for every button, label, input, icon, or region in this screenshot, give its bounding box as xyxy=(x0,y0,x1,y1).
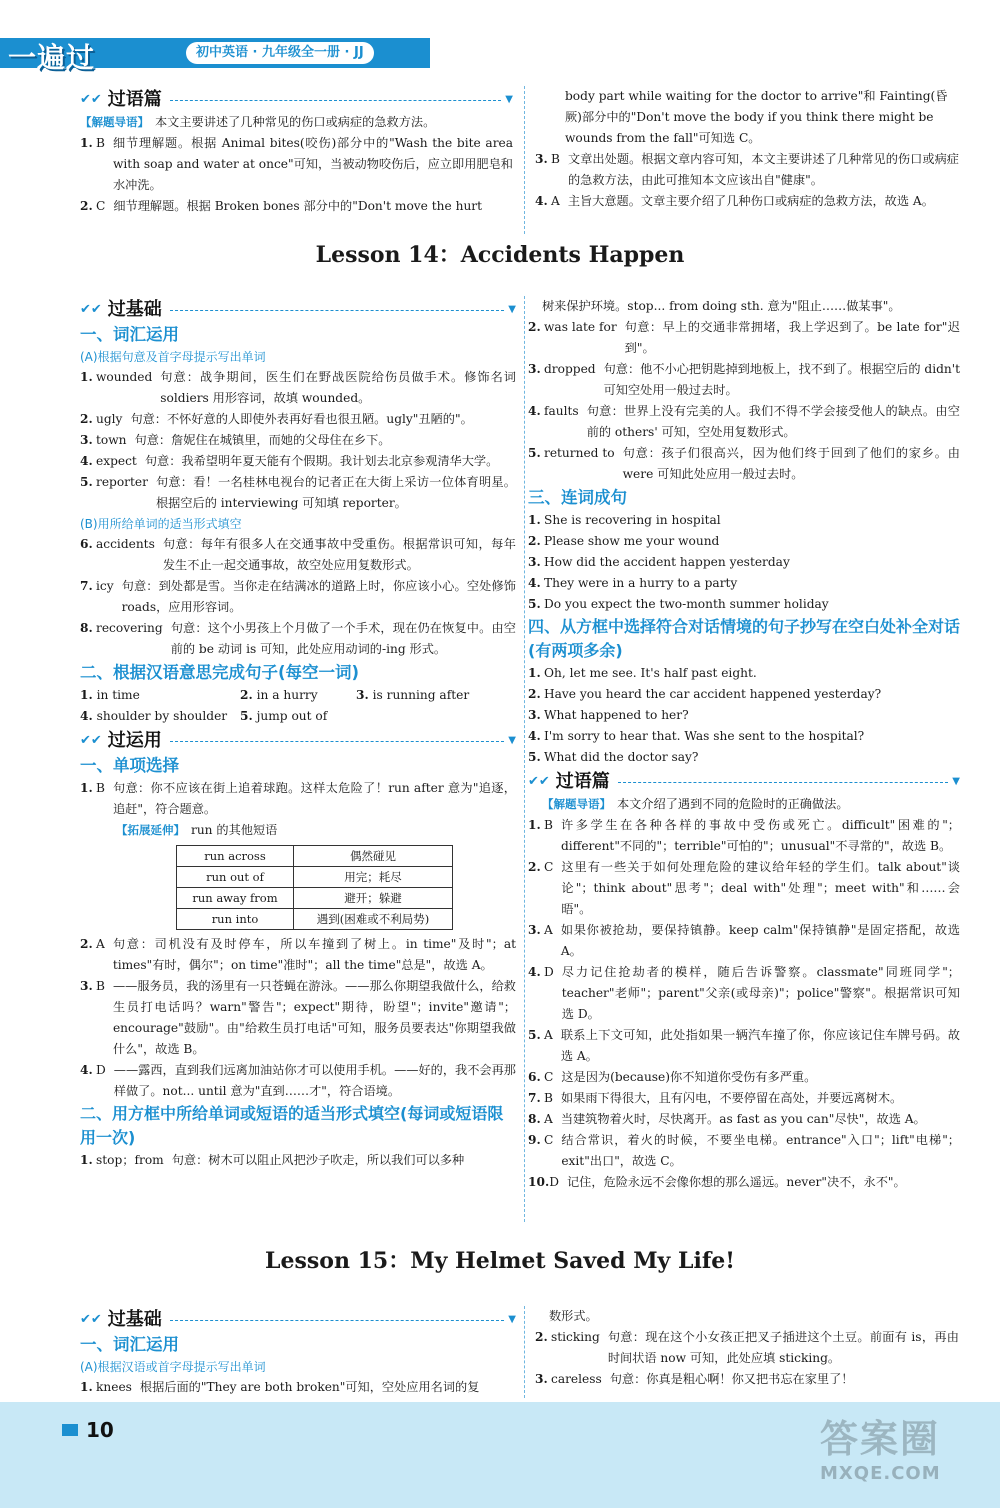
answer-item: 2. C 细节理解题。根据 Broken bones 部分中的"Don't move the hurt xyxy=(80,199,483,213)
part-heading: 一、词汇运用 xyxy=(80,1335,179,1354)
chevron-down-icon: ▼ xyxy=(505,93,513,105)
section-mark-icon: ✔✔ xyxy=(80,91,102,107)
lesson-15-left-column: ✔✔ 过基础 ▼ 一、词汇运用 (A)根据汉语或首字母提示写出单词 1. knees 根据后面的"They are both broken"可知，空处应用名词的复 xyxy=(80,1306,516,1398)
section-header-usage: ✔✔ 过运用 ▼ xyxy=(80,729,516,751)
column-divider xyxy=(524,296,525,1222)
watermark: 答案圈 MXQE.COM xyxy=(820,1417,941,1484)
section-mark-icon: ✔✔ xyxy=(80,732,102,748)
lesson-14-left-column: ✔✔ 过基础 ▼ 一、词汇运用 (A)根据句意及首字母提示写出单词 1. wounded 句意：战争期间，医生们在野战医院给伤员做手术。修饰名词 soldiers 用形容词，故填 wounded。 2. ugly 句意：不怀好意的人即使外表再好看也很丑陋。ugly"丑陋的"。 3. town 句意：詹妮住在城镇里，而她的父母住在乡下。 4. expect 句意：我希望明年夏天能有个假期。我计划去北京参观清华大学。 5. reporter 句意：看！一名桂林电视台的记者正在大街上采访一位体育明星。根据空后的 interviewing 可知填 reporter。 (B)用所给单词的适当形式填空 6. accidents 句意：每年有很多人在交通事故中受重伤。根据常识可知，每年发生不止一起交通事故，故空处应用复数形式。 7. icy 句意：到处都是雪。当你走在结满冰的道路上时，你应该小心。空处修饰 roads，应用形容词。 8. recovering 句意：这个小男孩上个月做了一个手术，现在仍在恢复中。由空前的 be 动词 is 可知，此处应用动词的-ing 形式。 二、根据汉语意思完成句子(每空一词) 1. in time 2. in a hurry 3. is running after 4. shoulder by shoulder 5. jump out of ✔✔ 过运用 ▼ 一、单项选择 1. B 句意：你不应该在街上追着球跑。这样太危险了！run after 意为"追逐，追赶"，符合题意。 【拓展延伸】 run 的其他短语 run across 偶然碰见 run out of 用完；耗尽 run away from 避开；躲避 run into 遇到(困难或不利局势) 2. A 句意：司机没有及时停车，所以车撞到了树上。in time"及时"；at times"有时，偶尔"；on time"准时"；all the time"总是"，故选 A。 3. B ——服务员，我的汤里有一只苍蝇在游泳。——那么你期望我做什么，给救生员打电话吗？warn"警告"；expect"期待，盼望"；invite"邀请"；encourage"鼓励"。由"给救生员打电话"可知，服务员要表达"你期望我做什么"，故选 B。 4. D ——露西，直到我们远离加油站你才可以使用手机。——好的，我不会再那样做了。not... until 意为"直到……才"，符合语境。 二、用方框中所给单词或短语的适当形式填空(每词或短语限用一次) 1. stop；from 句意：树木可以阻止风把沙子吹走，所以我们可以多种 xyxy=(80,296,516,1171)
answer-item: 1. B 细节理解题。根据 Animal bites(咬伤)部分中的"Wash the bite area with soap and water at once"可知，当被动物咬伤后，应立即用肥皂和水冲洗。 xyxy=(80,136,513,192)
part-heading: 三、连词成句 xyxy=(528,488,627,507)
answer-item: 3. B 文章出处题。根据文章内容可知，本文主要讲述了几种常见的伤口或病症的急救方法，由此可推知本文应该出自"健康"。 xyxy=(535,152,959,187)
page-number: 10 xyxy=(86,1418,114,1442)
table-row: run across 偶然碰见 xyxy=(177,846,453,867)
lesson-14-right-column: 树来保护环境。stop... from doing sth. 意为"阻止……做某事"。 2. was late for 句意：早上的交通非常拥堵，我上学迟到了。be late for"迟到"。 3. dropped 句意：他不小心把钥匙掉到地板上，找不到了。根据空后的 didn't 可知空处用一般过去时。 4. faults 句意：世界上没有完美的人。我们不得不学会接受他人的缺点。由空前的 others' 可知，空处用复数形式。 5. returned to 句意：孩子们很高兴，因为他们终于回到了他们的家乡。由 were 可知此处应用一般过去时。 三、连词成句 1. She is recovering in hospital 2. Please show me your wound 3. How did the accident happen yesterday 4. They were in a hurry to a party 5. Do you expect the two-month summer holiday 四、从方框中选择符合对话情境的句子抄写在空白处补全对话(有两项多余) 1. Oh, let me see. It's half past eight. 2. Have you heard the car accident happened yesterday? 3. What happened to her? 4. I'm sorry to hear that. Was she sent to the hospital? 5. What did the doctor say? ✔✔ 过语篇 ▼ 【解题导语】 本文介绍了遇到不同的危险时的正确做法。 1. B 许多学生在各种各样的事故中受伤或死亡。difficult"困难的"；different"不同的"；terrible"可怕的"；unusual"不寻常的"，故选 B。 2. C 这里有一些关于如何处理危险的建议给年轻的学生们。talk about"谈论"；think about"思考"；deal with"处理"；meet with"和……会晤"。 3. A 如果你被抢劫，要保持镇静。keep calm"保持镇静"是固定搭配，故选 A。 4. D 尽力记住抢劫者的模样，随后告诉警察。classmate"同班同学"；teacher"老师"；parent"父亲(或母亲)"；police"警察"。根据常识可知选 D。 5. A 联系上下文可知，此处指如果一辆汽车撞了你，你应该记住车牌号码。故选 A。 6. C 这是因为(because)你不知道你受伤有多严重。 7. B 如果雨下得很大，且有闪电，不要停留在高处，并要远离树木。 8. A 当建筑物着火时，尽快离开。as fast as you can"尽快"，故选 A。 9. C 结合常识，着火的时候，不要坐电梯。entrance"入口"；lift"电梯"；exit"出口"，故选 C。 10. D 记住，危险永远不会像你想的那么遥远。never"决不，永不"。 xyxy=(528,296,960,1193)
continued-text: body part while waiting for the doctor to arrive"和 Fainting(昏厥)部分中的"Don't move the body if you think there might be wounds from the fall"可知选 C。 xyxy=(565,89,948,145)
page-number-marker xyxy=(62,1424,78,1436)
column-divider xyxy=(524,86,525,234)
brand-logo: 一遍过 xyxy=(8,41,96,74)
page-header xyxy=(0,0,1000,78)
section-header-reading: ✔✔ 过语篇 ▼ xyxy=(528,770,960,792)
section-mark-icon: ✔✔ xyxy=(528,773,550,789)
part-subheading: (A)根据汉语或首字母提示写出单词 xyxy=(80,1360,266,1374)
part-heading: 一、词汇运用 xyxy=(80,325,179,344)
table-row: run away from 避开；躲避 xyxy=(177,888,453,909)
chevron-down-icon: ▼ xyxy=(508,734,516,746)
section-mark-icon: ✔✔ xyxy=(80,301,102,317)
part-subheading: (B)用所给单词的适当形式填空 xyxy=(80,517,242,531)
part-heading: 二、根据汉语意思完成句子(每空一词) xyxy=(80,663,360,682)
continued-text: 数形式。 xyxy=(549,1309,598,1323)
top-right-column xyxy=(535,86,959,212)
top-left-column xyxy=(80,86,513,217)
lesson-14-title: Lesson 14：Accidents Happen xyxy=(315,242,685,268)
section-header-reading xyxy=(80,86,513,112)
continued-text: 树来保护环境。stop... from doing sth. 意为"阻止……做某事"。 xyxy=(542,299,901,313)
lesson-15-title: Lesson 15：My Helmet Saved My Life! xyxy=(265,1248,735,1274)
table-row: run out of 用完；耗尽 xyxy=(177,867,453,888)
part-heading: 一、单项选择 xyxy=(80,756,179,775)
section-header-basics: ✔✔ 过基础 ▼ xyxy=(80,1308,516,1330)
guide-paragraph: 【解题导语】 本文介绍了遇到不同的危险时的正确做法。 xyxy=(542,797,849,811)
section-mark-icon: ✔✔ xyxy=(80,1311,102,1327)
chevron-down-icon: ▼ xyxy=(508,1313,516,1325)
part-subheading: (A)根据句意及首字母提示写出单词 xyxy=(80,350,266,364)
chevron-down-icon: ▼ xyxy=(508,303,516,315)
answer-row: 4. shoulder by shoulder 5. jump out of xyxy=(80,709,328,723)
answer-row: 1. in time 2. in a hurry 3. is running after xyxy=(80,688,470,702)
answer-item: 4. A 主旨大意题。文章主要介绍了几种伤口或病症的急救方法，故选 A。 xyxy=(535,194,934,208)
part-heading: 二、用方框中所给单词或短语的适当形式填空(每词或短语限用一次) xyxy=(80,1104,504,1147)
extension-table xyxy=(176,845,453,930)
book-tag: 初中英语 · 九年级全一册 · JJ xyxy=(186,42,374,64)
lesson-15-right-column: 数形式。 2. sticking 句意：现在这个小女孩正把叉子插进这个土豆。前面有 is，再由时间状语 now 可知，此处应填 sticking。 3. careless 句意：你真是粗心啊！你又把书忘在家里了！ xyxy=(535,1306,959,1390)
section-header-basics: ✔✔ 过基础 ▼ xyxy=(80,298,516,320)
extension-note: 【拓展延伸】 run 的其他短语 xyxy=(116,823,278,837)
chevron-down-icon: ▼ xyxy=(952,775,960,787)
part-heading: 四、从方框中选择符合对话情境的句子抄写在空白处补全对话(有两项多余) xyxy=(528,617,961,660)
section-title: 过语篇 xyxy=(107,88,162,110)
guide-paragraph: 【解题导语】 本文主要讲述了几种常见的伤口或病症的急救方法。 xyxy=(80,115,436,129)
column-divider xyxy=(524,1306,525,1398)
table-row: run into 遇到(困难或不利局势) xyxy=(177,909,453,930)
